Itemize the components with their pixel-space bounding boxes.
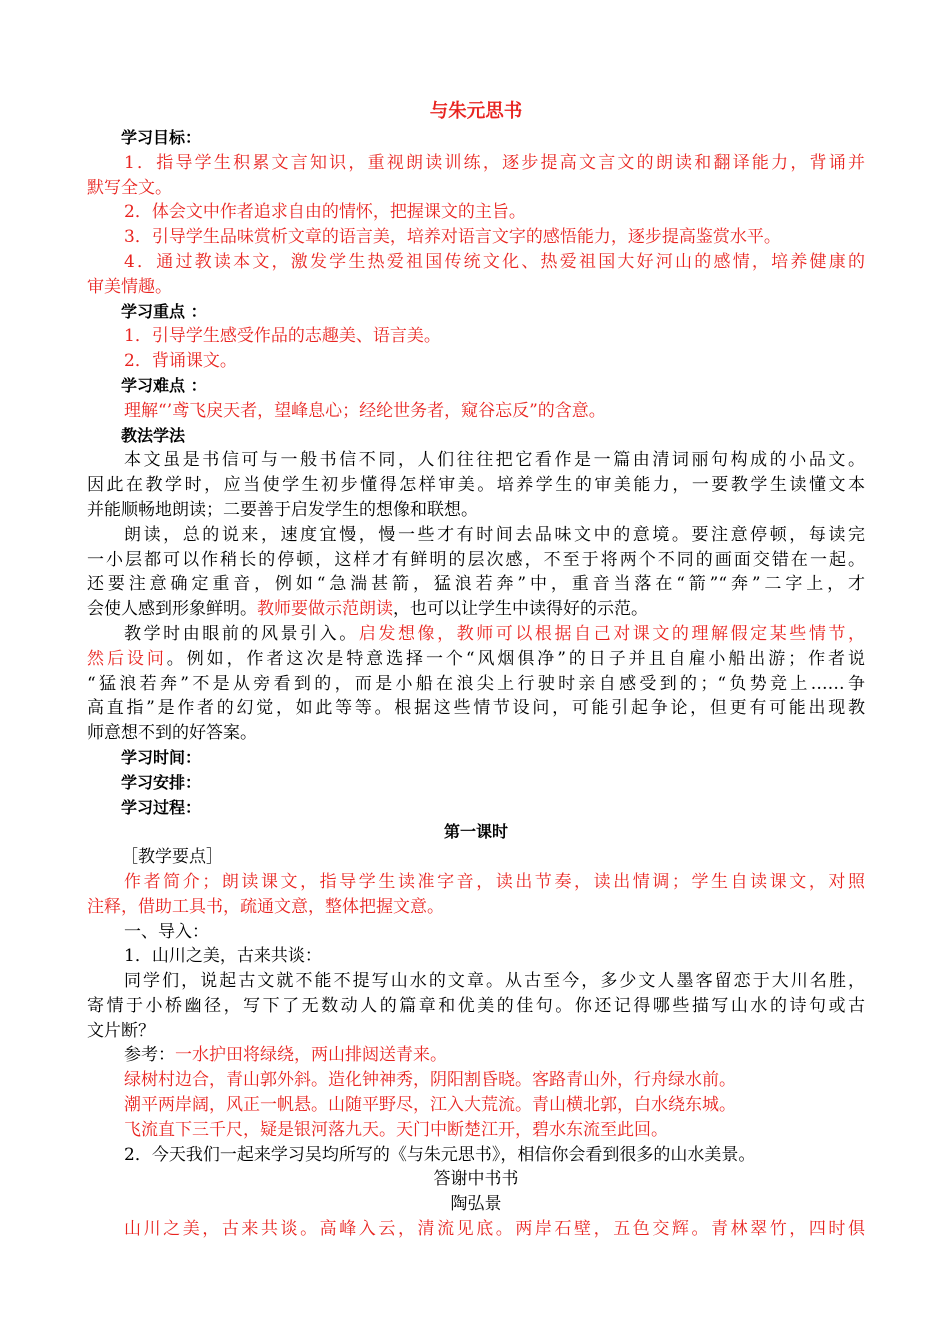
teaching-points-line-1: 作者简介；朗读课文，指导学生读准字音，读出节奏，读出情调；学生自读课文，对照 <box>124 871 865 892</box>
document-page <box>87 98 865 1242</box>
intro-step-1: 1．山川之美，古来共谈： <box>124 946 322 967</box>
reference-label: 参考： <box>124 1045 175 1066</box>
reference-line-2: 绿树村边合，青山郭外斜。造化钟神秀，阴阳割昏晓。客路青山外，行舟绿水前。 <box>124 1070 736 1091</box>
intro-step-1-line-3: 文片断？ <box>87 1020 155 1041</box>
focus-item-1: 1．引导学生感受作品的志趣美、语言美。 <box>124 326 441 347</box>
intro-heading: 一、导入： <box>124 921 209 942</box>
highlight-text: 教师要做示范朗读 <box>257 599 393 620</box>
difficulty-heading: 学习难点 ： <box>121 375 207 395</box>
paragraph-text: 教学时由眼前的风景引入。 <box>124 623 359 644</box>
teaching-points-line-2: 注释，借助工具书，疏通文意，整体把握文意。 <box>87 896 444 917</box>
time-label: 学习时间： <box>121 747 202 767</box>
paragraph-text: 会使人感到形象鲜明。 <box>87 599 257 620</box>
method-paragraph-3-line-2 <box>87 647 865 672</box>
goal-item-1: 1．指导学生积累文言知识，重视朗读训练，逐步提高文言文的朗读和翻译能力，背诵并 <box>124 152 865 173</box>
arrange-label: 学习安排： <box>121 772 202 792</box>
method-paragraph-2-line-1: 朗读，总的说来，速度宜慢，慢一些才有时间去品味文中的意境。要注意停顿，每读完 <box>124 524 865 545</box>
goal-item-1-cont: 默写全文。 <box>87 177 172 198</box>
goals-heading: 学习目标： <box>121 128 202 147</box>
method-paragraph-1-line-1: 本文虽是书信可与一般书信不同，人们往往把它看作是一篇由清词丽句构成的小品文。 <box>124 450 865 471</box>
paragraph-text: 。例如，作者这次是特意选择一个“风烟俱净”的日子并且自雇小船出游；作者说 <box>166 648 866 669</box>
method-paragraph-2-line-4 <box>87 597 865 622</box>
method-paragraph-3-line-5: 师意想不到的好答案。 <box>87 723 257 744</box>
method-paragraph-3-line-4: 高直指”是作者的幻觉，如此等等。根据这些情节设问，可能引起争论，但更有可能出现教 <box>87 698 865 719</box>
method-paragraph-3-line-1 <box>87 622 865 647</box>
focus-item-2: 2．背诵课文。 <box>124 351 237 372</box>
lesson-title: 第一课时 <box>443 822 508 842</box>
method-paragraph-1-line-3: 并能顺畅地朗读；二要善于启发学生的想像和联想。 <box>87 499 478 520</box>
reference-line-3: 潮平两岸阔，风正一帆悬。山随平野尽，江入大荒流。青山横北郭，白水绕东城。 <box>124 1095 736 1116</box>
focus-heading: 学习重点 ： <box>121 301 207 321</box>
difficulty-text: 理解“’鸢飞戾天者，望峰息心；经纶世务者，窥谷忘反”的含意。 <box>124 400 606 421</box>
goal-item-2: 2．体会文中作者追求自由的情怀，把握课文的主旨。 <box>124 202 526 223</box>
poem-author: 陶弘景 <box>450 1194 502 1215</box>
paragraph-text: ，也可以让学生中读得好的示范。 <box>393 599 648 620</box>
method-heading: 教法学法 <box>121 425 186 445</box>
highlight-text: 然后设问 <box>87 648 167 669</box>
method-paragraph-3-line-3: “猛浪若奔”不是从旁看到的，而是小船在浪尖上行驶时亲自感受到的；“负势竞上……争 <box>87 673 865 694</box>
highlight-text: 启发想像，教师可以根据自己对课文的理解假定某些情节， <box>358 623 866 644</box>
goal-item-4: 4．通过教读本文，激发学生热爱祖国传统文化、热爱祖国大好河山的感情，培养健康的 <box>124 251 865 272</box>
teaching-points-label: ［教学要点］ <box>121 847 223 868</box>
reference-line-4: 飞流直下三千尺，疑是银河落九天。天门中断楚江开，碧水东流至此回。 <box>124 1119 668 1140</box>
intro-step-1-line-2: 寄情于小桥幽径，写下了无数动人的篇章和优美的佳句。你还记得哪些描写山水的诗句或古 <box>87 995 865 1016</box>
method-paragraph-2-line-2: 一小层都可以作稍长的停顿，这样才有鲜明的层次感，不至于将两个不同的画面交错在一起。 <box>87 549 865 570</box>
method-paragraph-2-line-3: 还要注意确定重音，例如“急湍甚箭，猛浪若奔”中，重音当落在“箭”“奔”二字上，才 <box>87 574 865 595</box>
goal-item-3: 3．引导学生品味赏析文章的语言美，培养对语言文字的感悟能力，逐步提高鉴赏水平。 <box>124 227 781 248</box>
intro-step-1-line-1: 同学们，说起古文就不能不提写山水的文章。从古至今，多少文人墨客留恋于大川名胜， <box>124 971 865 992</box>
document-title: 与朱元思书 <box>429 101 523 122</box>
goal-item-4-cont: 审美情趣。 <box>87 276 172 297</box>
reference-line-1 <box>87 1043 865 1068</box>
poem-title: 答谢中书书 <box>433 1169 519 1190</box>
poem-text-line-1: 山川之美，古来共谈。高峰入云，清流见底。两岸石壁，五色交辉。青林翠竹，四时俱 <box>124 1219 865 1240</box>
process-label: 学习过程： <box>121 797 202 817</box>
reference-verse: 一水护田将绿绕，两山排闼送青来。 <box>175 1045 447 1066</box>
intro-step-2: 2．今天我们一起来学习吴均所写的《与朱元思书》，相信你会看到很多的山水美景。 <box>124 1144 756 1165</box>
method-paragraph-1-line-2: 因此在教学时，应当使学生初步懂得怎样审美。培养学生的审美能力，一要教学生读懂文本 <box>87 475 865 496</box>
